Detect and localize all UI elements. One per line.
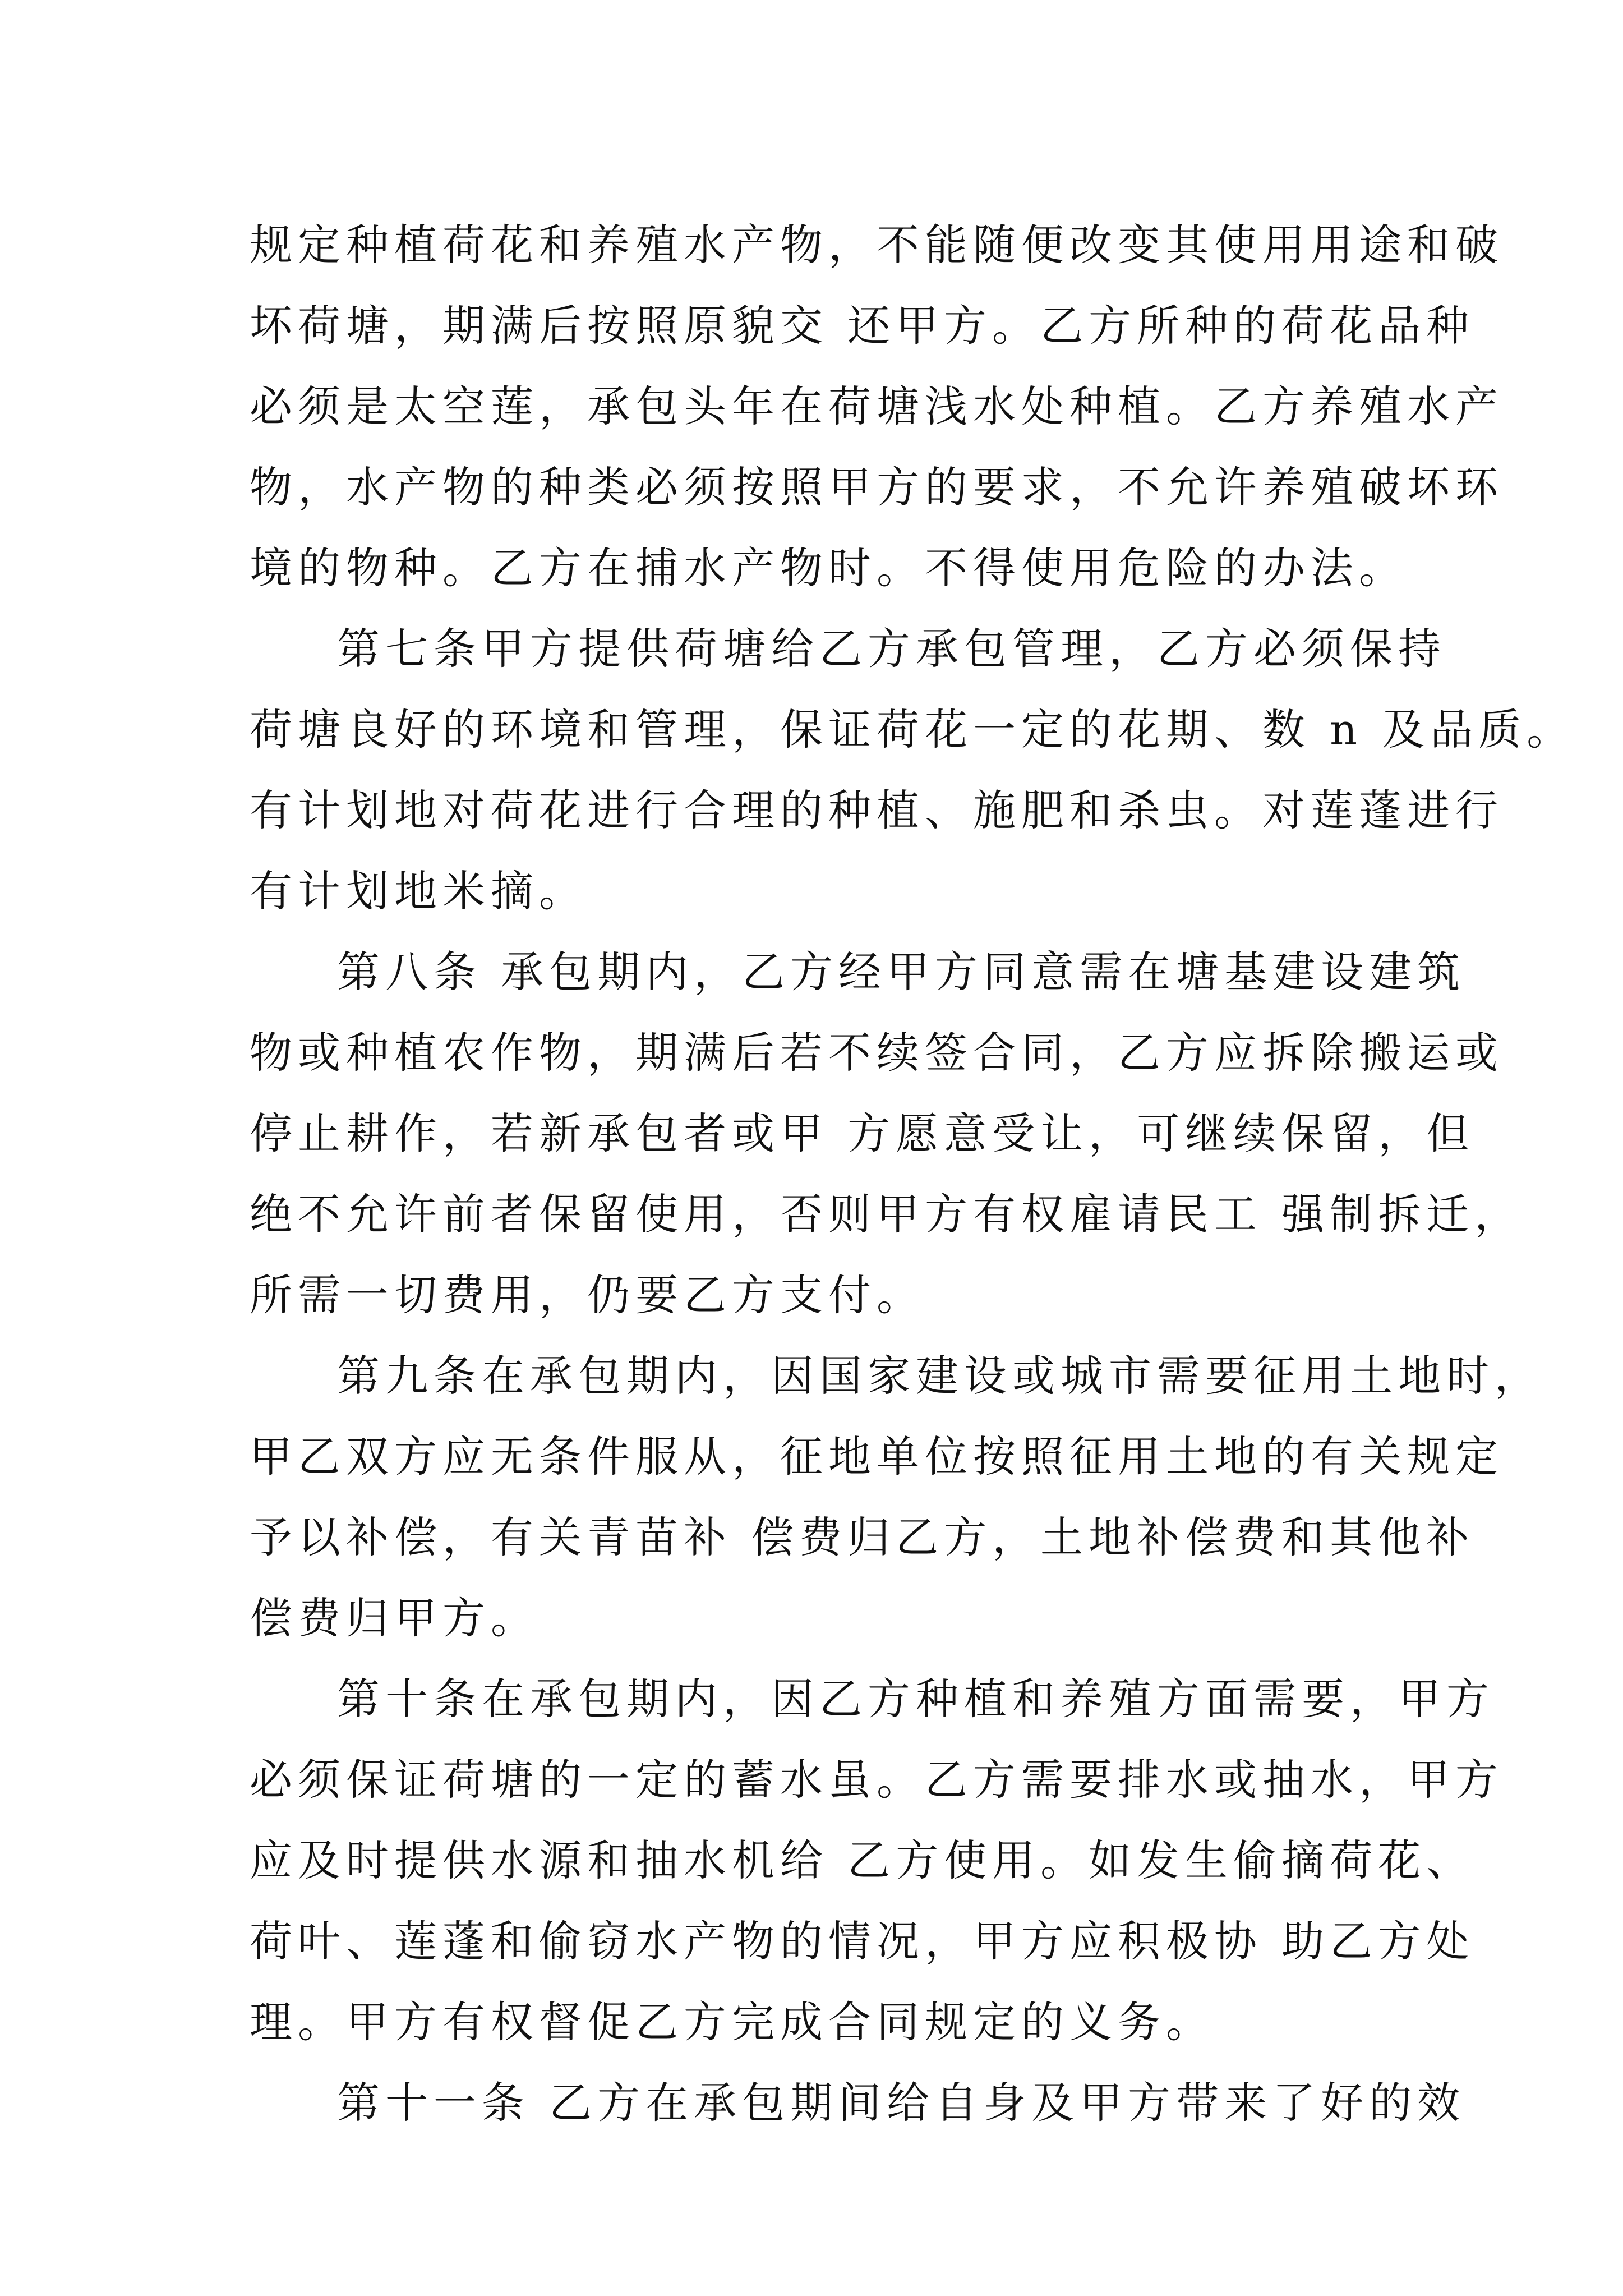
article-11-start: 第十一条 乙方在承包期间给自身及甲方带来了好的效	[337, 2078, 1466, 2128]
text-line-22: 荷叶、莲蓬和偷窃水产物的情况，甲方应积极协 助乙方处	[250, 1916, 1475, 1966]
text-line-1: 规定种植荷花和养殖水产物，不能随便改变其使用用途和破	[250, 220, 1504, 270]
text-line-16: 甲乙双方应无条件服从，征地单位按照征用土地的有关规定	[250, 1432, 1504, 1481]
text-line-20: 必须保证荷塘的一定的蓄水虽。乙方需要排水或抽水，甲方	[250, 1755, 1504, 1805]
text-line-8: 有计划地对荷花进行合理的种植、施肥和杀虫。对莲蓬进行	[250, 785, 1504, 835]
text-line-21: 应及时提供水源和抽水机给 乙方使用。如发生偷摘荷花、	[250, 1835, 1475, 1885]
text-line-18: 偿费归甲方。	[250, 1593, 539, 1643]
text-line-17: 予以补偿，有关青苗补 偿费归乙方，土地补偿费和其他补	[250, 1512, 1475, 1562]
text-line-23: 理。甲方有权督促乙方完成合同规定的义务。	[250, 1997, 1214, 2047]
text-line-11: 物或种植农作物，期满后若不续签合同，乙方应拆除搬运或	[250, 1028, 1504, 1078]
text-line-2: 坏荷塘，期满后按照原貌交 还甲方。乙方所种的荷花品种	[250, 301, 1475, 351]
text-line-3: 必须是太空莲，承包头年在荷塘浅水处种植。乙方养殖水产	[250, 381, 1504, 431]
document-body	[250, 205, 1575, 2143]
article-10-start: 第十条在承包期内，因乙方种植和养殖方面需要，甲方	[337, 1674, 1495, 1724]
text-line-12: 停止耕作，若新承包者或甲 方愿意受让，可继续保留，但	[250, 1108, 1475, 1158]
text-line-4: 物，水产物的种类必须按照甲方的要求，不允许养殖破坏环	[250, 462, 1504, 512]
article-7-start: 第七条甲方提供荷塘给乙方承包管理，乙方必须保持	[337, 624, 1446, 674]
article-9-start: 第九条在承包期内，因国家建设或城市需要征用土地时，	[337, 1351, 1543, 1401]
article-8-start: 第八条 承包期内，乙方经甲方同意需在塘基建设建筑	[337, 947, 1466, 997]
text-line-14: 所需一切费用，仍要乙方支付。	[250, 1270, 925, 1320]
text-line-9: 有计划地米摘。	[250, 866, 587, 916]
text-line-5: 境的物种。乙方在捕水产物时。不得使用危险的办法。	[250, 543, 1407, 593]
text-line-13: 绝不允许前者保留使用，否则甲方有权雇请民工 强制拆迁，	[250, 1189, 1523, 1239]
text-line-7: 荷塘良好的环境和管理，保证荷花一定的花期、数 n 及品质。	[250, 705, 1575, 754]
